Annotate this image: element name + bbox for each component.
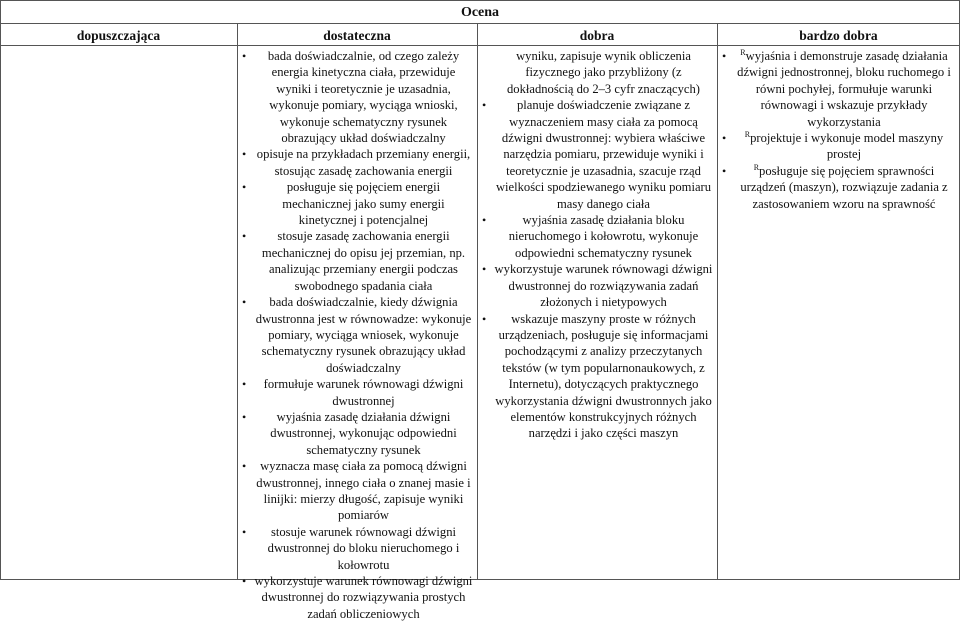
list-item-text: wykorzystuje warunek równowagi dźwigni dwustronnej do rozwiązywania prostych zadań obliczeniowych <box>254 574 473 621</box>
list-item-text: planuje doświadczenie związane z wyznaczeniem masy ciała za pomocą dźwigni dwustronnej: wybiera właściwe narzędzia pomiaru, przewiduje wyniki i teoretycznie je uzasadnia, szacuje rząd wielkości spodziewanego wyniku pomiaru masy danego ciała <box>495 98 712 211</box>
list-item <box>240 458 473 524</box>
list-item <box>240 179 473 228</box>
column-header-dopuszczajaca: dopuszczająca <box>76 28 161 43</box>
extended-level-marker: R <box>744 129 751 139</box>
list-item <box>480 212 713 261</box>
table-top-border <box>0 0 960 1</box>
column-divider-2 <box>477 23 478 580</box>
table-title: Ocena <box>460 5 500 20</box>
list-item-text: wskazuje maszyny proste w różnych urządzeniach, posługuje się informacjami pochodzącymi z analizy przeczytanych tekstów (w tym popularnonaukowych, z Internetu), dotyczących praktycznego wykorzystania dźwigni dwustronnych jako elementów konstrukcyjnych różnych narzędzi i jako części maszyn <box>495 311 712 441</box>
cell-dobra <box>480 48 713 442</box>
list-item <box>480 261 713 310</box>
column-divider-1 <box>237 23 238 580</box>
list-item <box>240 146 473 179</box>
list-item-text: wykorzystuje warunek równowagi dźwigni dwustronnej do rozwiązywania zadań złożonych i nietypowych <box>494 262 713 310</box>
list-item <box>720 163 954 212</box>
header-row-border <box>0 45 960 46</box>
list-item <box>240 409 473 458</box>
extended-level-marker: R <box>740 47 746 57</box>
list-item-text: formułuje warunek równowagi dźwigni dwustronnej <box>263 377 464 408</box>
list-item <box>240 48 473 146</box>
list-item <box>480 48 713 97</box>
list-item-text: wyjaśnia zasadę działania dźwigni dwustronnej, wykonując odpowiedni schematyczny rysunek <box>270 409 457 457</box>
list-item-text: projektuje i wykonuje model maszyny prostej <box>750 131 944 162</box>
list-item <box>480 97 713 212</box>
column-header-dostateczna: dostateczna <box>323 28 391 43</box>
table-left-border <box>0 0 1 580</box>
list-item-text: bada doświadczalnie, od czego zależy energia kinetyczna ciała, przewiduje wyniki i teoretycznie je uzasadnia, wykonuje pomiary, wyciąga wnioski, wykonuje schematyczny rysunek obrazujący układ doświadczalny <box>267 49 460 146</box>
list-item <box>240 294 473 376</box>
list-item-text: wyznacza masę ciała za pomocą dźwigni dwustronnej, innego ciała o znanej masie i linijki: mierzy długość, zapisuje wyniki pomiarów <box>256 459 471 523</box>
column-header-bardzo-dobra: bardzo dobra <box>799 28 878 43</box>
list-item <box>720 130 954 163</box>
list-item <box>480 311 713 442</box>
list-item-text: stosuje warunek równowagi dźwigni dwustronnej do bloku nieruchomego i kołowrotu <box>267 524 460 572</box>
list-item-text: wyjaśnia i demonstruje zasadę działania dźwigni jednostronnej, bloku ruchomego i równi pochyłej, formułuje warunki równowagi i wskazuje przykłady wykorzystania <box>737 49 951 129</box>
cell-bardzo-dobra <box>720 48 954 212</box>
list-item <box>720 48 954 130</box>
title-row-border <box>0 23 960 24</box>
list-item-text: stosuje zasadę zachowania energii mechanicznej do opisu jej przemian, np. analizując przemiany energii podczas swobodnego spadania ciała <box>261 229 466 293</box>
column-divider-3 <box>717 23 718 580</box>
column-header-dobra: dobra <box>579 28 615 43</box>
list-item-text: wyjaśnia zasadę działania bloku nieruchomego i kołowrotu, wykonuje odpowiedni schematyczny rysunek <box>508 213 699 260</box>
extended-level-marker: R <box>753 162 760 172</box>
list-item-text: opisuje na przykładach przemiany energii, stosując zasadę zachowania energii <box>256 147 471 178</box>
list-item <box>240 573 473 622</box>
list-item <box>240 376 473 409</box>
list-item <box>240 228 473 294</box>
list-item-text: bada doświadczalnie, kiedy dźwignia dwustronna jest w równowadze: wykonuje pomiary, wyciąga wniosek, wykonuje schematyczny rysunek obrazujący układ doświadczalny <box>255 295 472 375</box>
list-item-text: posługuje się pojęciem sprawności urządzeń (maszyn), rozwiązuje zadania z zastosowaniem wzoru na sprawność <box>740 163 948 211</box>
cell-dostateczna <box>240 48 473 622</box>
list-item-text: wyniku, zapisuje wynik obliczenia fizycznego jako przybliżony (z dokładnością do 2–3 cyfr znaczących) <box>506 49 700 96</box>
list-item-text: posługuje się pojęciem energii mechanicznej jako sumy energii kinetycznej i potencjalnej <box>282 180 445 228</box>
list-item <box>240 524 473 573</box>
